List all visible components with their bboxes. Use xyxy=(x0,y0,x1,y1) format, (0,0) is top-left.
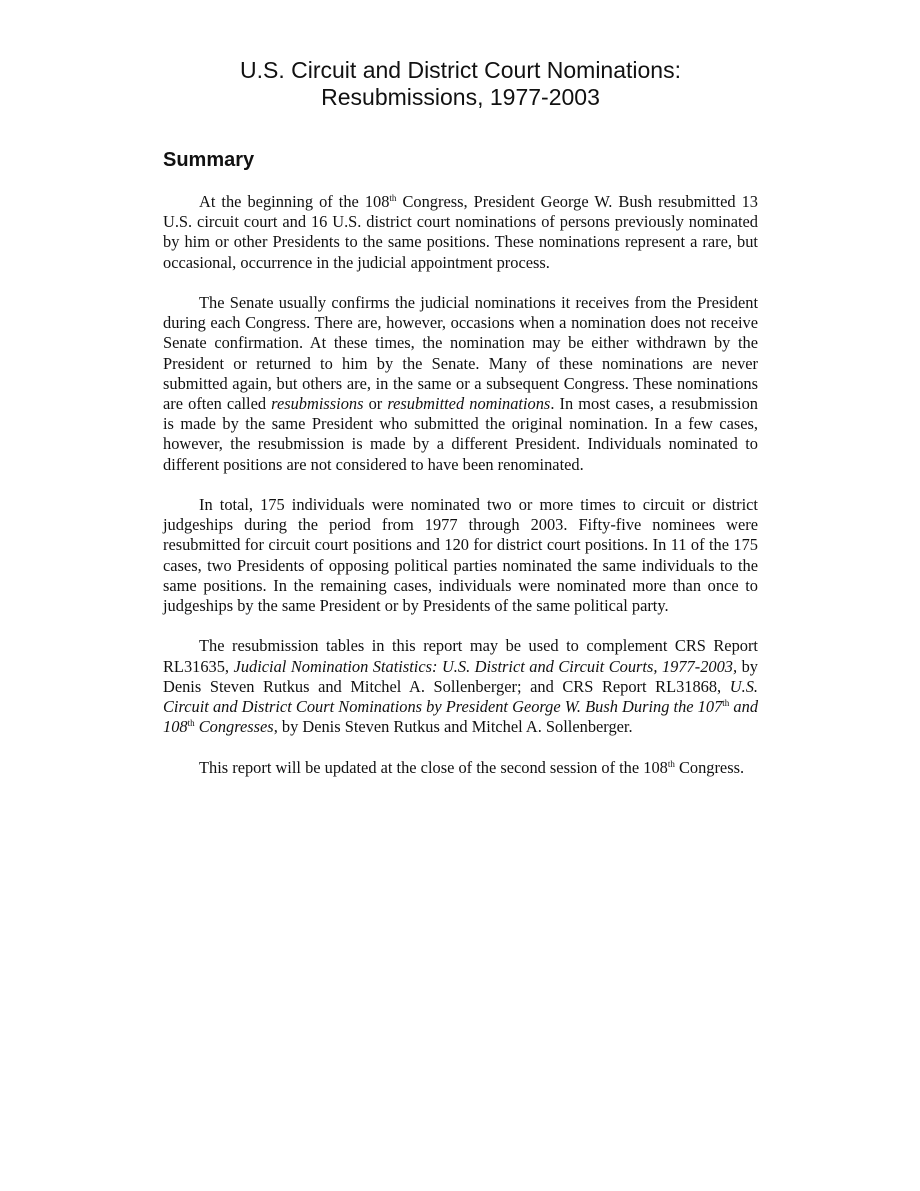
report-title-line-2: Resubmissions, 1977-2003 xyxy=(321,84,600,110)
summary-paragraph-4: The resubmission tables in this report may be used to complement CRS Report RL31635, Judicial Nomination Statistics: U.S. District and Circuit Courts, 1977-2003, by Denis Steven Rutkus and Mitchel A. Sollenberger; and CRS Report RL31868, U.S. Circuit and District Court Nominations by President George W. Bush During the 107th and 108th Congresses, by Denis Steven Rutkus and Mitchel A. Sollenberger. xyxy=(163,636,759,737)
summary-body xyxy=(163,192,758,798)
summary-paragraph-5: This report will be updated at the close of the second session of the 108th Congress. xyxy=(199,757,745,777)
summary-paragraph-3: In total, 175 individuals were nominated two or more times to circuit or district judgeships during the period from 1977 through 2003. Fifty-five nominees were resubmitted for circuit court positions and 120 for district court positions. In 11 of the 175 cases, two Presidents of opposing political parties nominated the same individuals to the same positions. In the remaining cases, individuals were nominated more than once to judgeships by the same President or by Presidents of the same political party. xyxy=(163,495,758,616)
report-title-line-1: U.S. Circuit and District Court Nominations: xyxy=(240,57,681,83)
summary-heading: Summary xyxy=(163,149,255,171)
summary-paragraph-1: At the beginning of the 108th Congress, President George W. Bush resubmitted 13 U.S. circuit court and 16 U.S. district court nominations of persons previously nominated by him or other Presidents to the same positions. These nominations represent a rare, but occasional, occurrence in the judicial appointment process. xyxy=(163,192,758,272)
summary-paragraph-2: The Senate usually confirms the judicial nominations it receives from the President during each Congress. There are, however, occasions when a nomination does not receive Senate confirmation. At these times, the nomination may be either withdrawn by the President or returned to him by the Senate. Many of these nominations are never submitted again, but others are, in the same or a subsequent Congress. These nominations are often called resubmissions or resubmitted nominations. In most cases, a resubmission is made by the same President who submitted the original nomination. In a few cases, however, the resubmission is made by a different President. Individuals nominated to different positions are not considered to have been renominated. xyxy=(163,293,758,474)
report-title xyxy=(163,57,758,111)
